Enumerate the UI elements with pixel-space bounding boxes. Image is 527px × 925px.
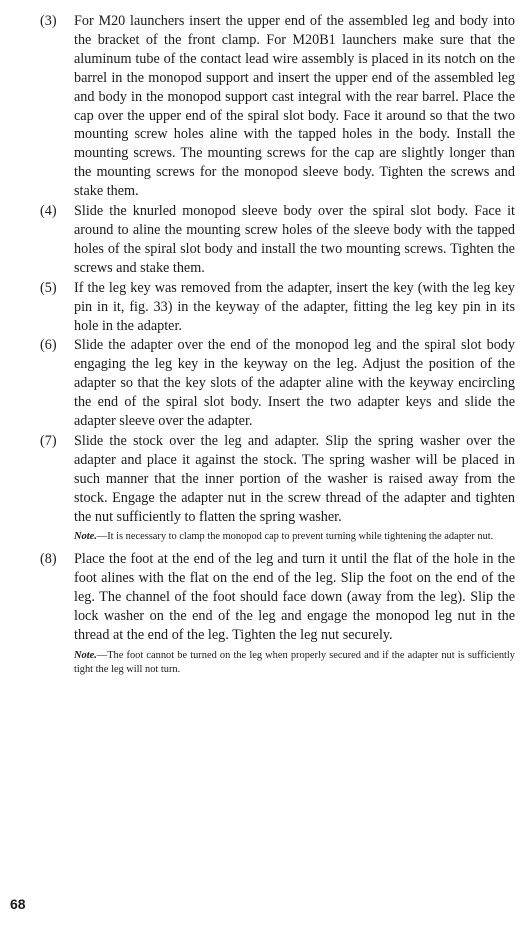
step-number: (3)	[40, 13, 57, 29]
note-text: —The foot cannot be turned on the leg when properly secured and if the adapter nut is sufficiently tight the leg will not turn.	[74, 650, 515, 675]
step-text: Slide the stock over the leg and adapter. Slip the spring washer over the adapter and place it against the stock. The spring washer will be placed in such manner that the inner portion of the washer is raised away from the stock. Engage the adapter nut in the screw thread of the adapter and tighten the nut sufficiently to flatten the spring washer.	[74, 432, 515, 525]
step-text: Slide the knurled monopod sleeve body over the spiral slot body. Face it around to aline the mounting screw holes of the sleeve body with the tapped holes of the spiral slot body and install the two mounting screws. Tighten the screws and stake them.	[74, 203, 515, 276]
step-number: (7)	[40, 432, 57, 449]
note-label: Note.	[74, 531, 97, 543]
step-7	[40, 432, 515, 527]
step-text: Slide the adapter over the end of the monopod leg and the spiral slot body engaging the leg key in the keyway on the leg. Adjust the position of the adapter so that the key slots of the adapter aline with the keyway encircling the end of the spiral slot body. Insert the two adapter keys and slide the adapter sleeve over the adapter.	[74, 337, 515, 430]
step-8	[40, 550, 515, 645]
step-text: For M20 launchers insert the upper end of the assembled leg and body into the bracket of the front clamp. For M20B1 launchers make sure that the aluminum tube of the contact lead wire assembly is placed in its notch on the barrel in the monopod support and insert the upper end of the assembled leg and body in the monopod support cast integral with the rear barrel. Place the cap over the upper end of the spiral slot body. Face it around so that the two mounting screw holes aline with the tapped holes in the body. Install the mounting screws. The mounting screws for the cap are slightly longer than the mounting screws for the monopod sleeve body. Tighten the screws and stake them.	[74, 13, 515, 200]
note-foot	[40, 649, 515, 677]
note-adapter-nut	[40, 530, 515, 544]
step-6	[40, 336, 515, 431]
step-text: If the leg key was removed from the adapter, insert the key (with the leg key pin in it, fig. 33) in the keyway of the adapter, fitting the leg key pin in its hole in the adapter.	[74, 279, 515, 334]
step-number: (5)	[40, 279, 57, 296]
step-5	[40, 279, 515, 336]
note-label: Note.	[74, 650, 97, 661]
page-number: 68	[10, 896, 26, 912]
step-4	[40, 202, 515, 278]
step-number: (8)	[40, 551, 57, 568]
step-text: Place the foot at the end of the leg and turn it until the flat of the hole in the foot alines with the flat on the end of the leg. Slip the foot on the end of the leg. The channel of the foot should face down (away from the leg). Slip the lock washer on the end of the leg and engage the monopod leg nut in the thread at the end of the leg. Tighten the leg nut securely.	[74, 551, 515, 644]
note-text: —It is necessary to clamp the monopod cap to prevent turning while tightening the adapter nut.	[96, 531, 494, 543]
step-3	[40, 12, 515, 201]
step-number: (4)	[40, 203, 57, 220]
step-number: (6)	[40, 337, 57, 354]
